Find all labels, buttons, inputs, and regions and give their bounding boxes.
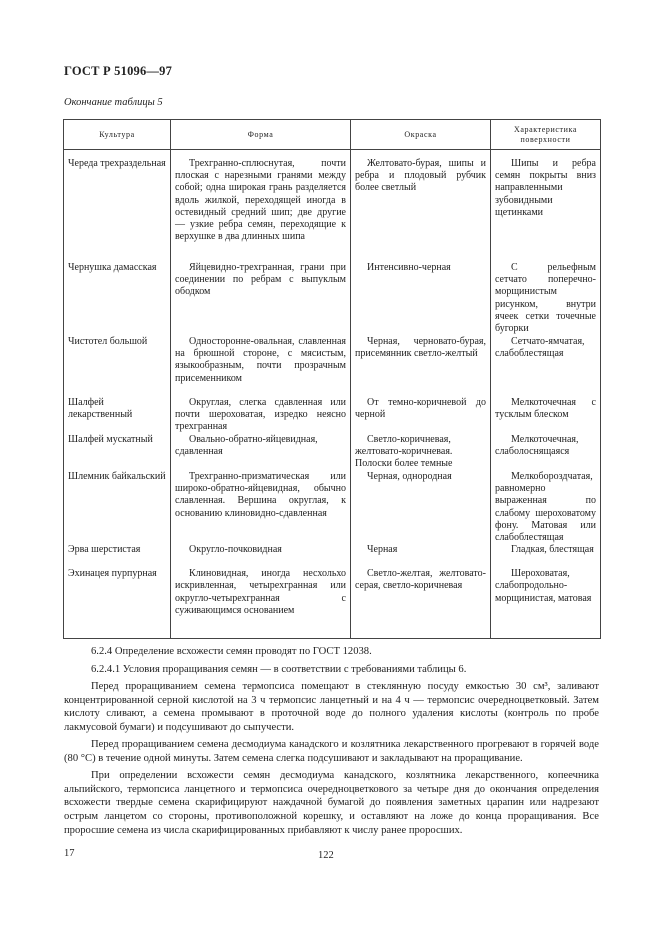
cell-form: Яйцевидно-трехгранная, грани при соединении по ребрам с выпуклым ободком — [171, 262, 351, 336]
cell-surface: С рельефным сетчато поперечно-морщинистым рисунком, внутри ячеек сетки точечные бугорки — [491, 262, 601, 336]
cell-form: Округло-почковидная — [171, 544, 351, 568]
header-form: Форма — [171, 120, 351, 150]
cell-form: Округлая, слегка сдавленная или почти шероховатая, изредко неясно трехгранная — [171, 397, 351, 434]
cell-culture: Чистотел большой — [64, 336, 171, 397]
cell-surface: Гладкая, блестящая — [491, 544, 601, 568]
cell-surface: Мелкобороздчатая, равномерно выраженная по слабому шероховатому фону. Матовая или слабоблестящая — [491, 471, 601, 544]
page-number-left: 17 — [64, 848, 75, 859]
cell-culture: Эхинацея пурпурная — [64, 568, 171, 639]
document-title: ГОСТ Р 51096—97 — [64, 64, 173, 78]
cell-surface: Сетчато-ямчатая, слабоблестящая — [491, 336, 601, 397]
cell-color: Светло-желтая, желтовато-серая, светло-коричневая — [351, 568, 491, 639]
cell-culture: Череда трехраздельная — [64, 150, 171, 263]
cell-surface: Мелкоточечная, слаболоснящаяся — [491, 434, 601, 471]
cell-culture: Эрва шерстистая — [64, 544, 171, 568]
paragraph-scarification: При определении всхожести семян десмодиума канадского, козлятника лекарственного, копеечника альпийского, термопсиса ланцетного и термопсиса очередноцветкового за четыре дня до окончания определения всхожести твердые семена скарифицируют наждачной бумагой до появления заметных царапин или надрезают острым ланцетом со стороны, противоположной корешку, и оставляют на ложе до конца проращивания. Все проросшие семена из числа скарифицированных прибавляют к числу ранее проросших. — [64, 770, 599, 836]
cell-form: Клиновидная, иногда несхольхо искривленная, четырехгранная или округло-четырехгранная с суживающимся основанием — [171, 568, 351, 639]
table-row — [64, 568, 601, 639]
properties-table — [63, 119, 601, 639]
table-row — [64, 544, 601, 568]
cell-color: Черная, черновато-бурая, присемянник светло-желтый — [351, 336, 491, 397]
paragraph-6-2-4-1: 6.2.4.1 Условия проращивания семян — в соответствии с требованиями таблицы 6. — [91, 663, 467, 675]
cell-color: Светло-коричневая, желтовато-коричневая. Полоски более темные — [351, 434, 491, 471]
cell-surface: Шероховатая, слабопродольно-морщинистая, матовая — [491, 568, 601, 639]
table-row — [64, 471, 601, 544]
paragraph-thermopsis: Перед проращиванием семена термопсиса помещают в стеклянную посуду емкостью 30 см³, заливают концентрированной серной кислотой на 3 ч термопсис ланцетный и на 4 ч — термопсис очередноцветковый. Затем кислоту сливают, а семена промывают в проточной воде до полного удаления кислоты (контроль по пробе лакмусовой бумаги) и подсушивают до сыпучести. — [64, 681, 599, 733]
cell-form: Трехгранно-сплюснутая, почти плоская с нарезными гранями между собой; одна широкая грань разделяется вдоль жилкой, переходящей иногда в остевидный средний шип; две другие — узкие ребра семян, переходящие к верхушке в два длинных шипа — [171, 150, 351, 263]
cell-color: Желтовато-бурая, шипы и ребра и плодовый рубчик более светлый — [351, 150, 491, 263]
cell-form: Односторонне-овальная, славленная на брюшной стороне, с мясистым, языкообразным, почти прозрачным присеменником — [171, 336, 351, 397]
cell-color: Интенсивно-черная — [351, 262, 491, 336]
cell-culture: Шалфей мускатный — [64, 434, 171, 471]
table-row — [64, 262, 601, 336]
cell-culture: Шлемник байкальский — [64, 471, 171, 544]
table-row — [64, 150, 601, 263]
cell-color: Черная — [351, 544, 491, 568]
paragraph-6-2-4: 6.2.4 Определение всхожести семян проводят по ГОСТ 12038. — [91, 646, 372, 657]
table-row — [64, 434, 601, 471]
cell-surface: Мелкоточечная с тусклым блеском — [491, 397, 601, 434]
table-header-row — [64, 120, 601, 150]
cell-surface: Шипы и ребра семян покрыты вниз направленными зубовидными щетинками — [491, 150, 601, 263]
table-caption: Окончание таблицы 5 — [64, 97, 163, 108]
header-surface: Характеристика поверхности — [491, 120, 601, 150]
header-culture: Культура — [64, 120, 171, 150]
table-row — [64, 397, 601, 434]
table-row — [64, 336, 601, 397]
cell-culture: Чернушка дамасская — [64, 262, 171, 336]
cell-color: От темно-коричневой до черной — [351, 397, 491, 434]
cell-form: Трехгранно-призматическая или широко-обратно-яйцевидная, обычно славленная. Вершина округлая, к основанию клиновидно-сдавленная — [171, 471, 351, 544]
header-color: Окраска — [351, 120, 491, 150]
section-body — [64, 645, 599, 841]
cell-culture: Шалфей лекарственный — [64, 397, 171, 434]
paragraph-desmodium: Перед проращиванием семена десмодиума канадского и козлятника лекарственного прогревают в горячей воде (80 °С) в течение одной минуты. Затем семена слегка подсушивают и закладывают на проращивание. — [64, 739, 599, 764]
cell-color: Черная, однородная — [351, 471, 491, 544]
page-number-center: 122 — [318, 850, 334, 861]
cell-form: Овально-обратно-яйцевидная, сдавленная — [171, 434, 351, 471]
